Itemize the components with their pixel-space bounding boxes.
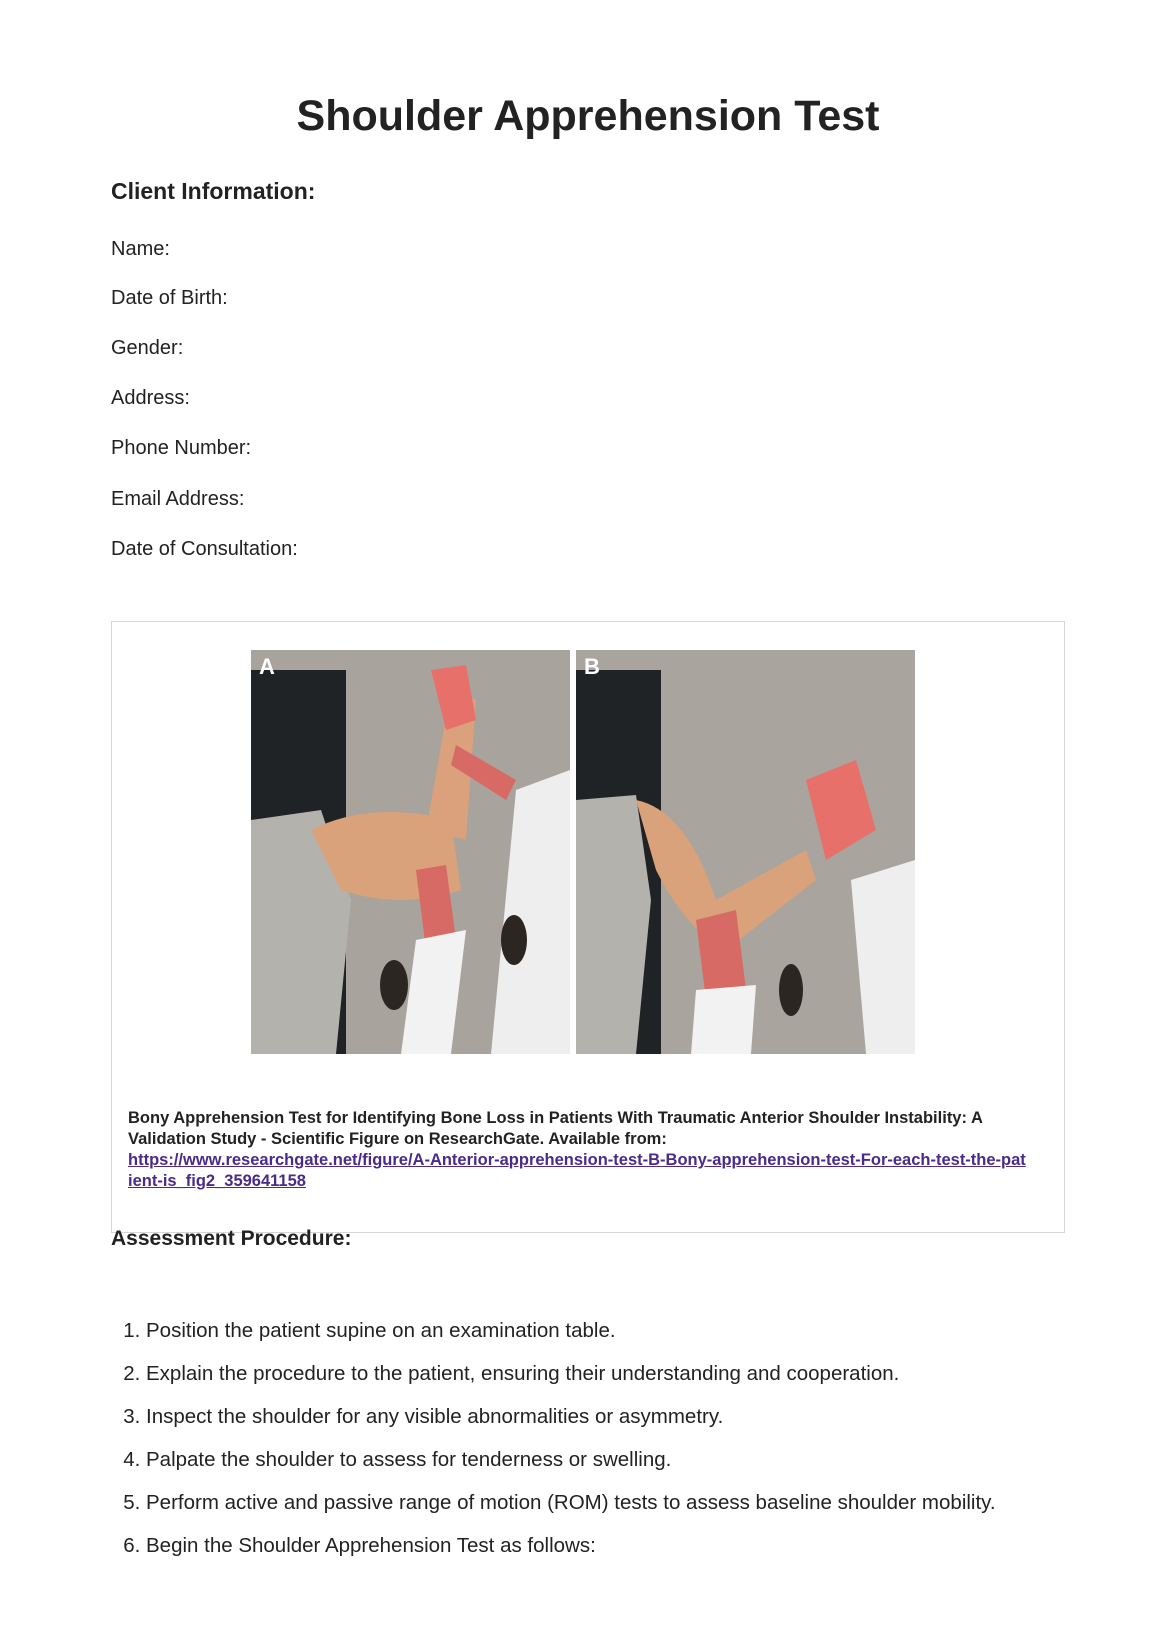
field-gender: Gender: xyxy=(111,337,184,359)
assessment-heading: Assessment Procedure: xyxy=(111,1227,352,1250)
field-email-address: Email Address: xyxy=(111,488,245,510)
step-item: 4. Palpate the shoulder to assess for tenderness or swelling. xyxy=(146,1447,1046,1473)
field-date-of-consultation: Date of Consultation: xyxy=(111,538,298,560)
photo-panel-a xyxy=(251,650,570,1054)
caption-text: Bony Apprehension Test for Identifying Bone Loss in Patients With Traumatic Anterior Shoulder Instability: A Validation Study - Scientific Figure on ResearchGate. Available from: xyxy=(128,1109,983,1148)
step-item: 3. Inspect the shoulder for any visible abnormalities or asymmetry. xyxy=(146,1404,1046,1430)
assessment-steps xyxy=(111,1318,1046,1576)
panel-a-label: A xyxy=(259,654,275,679)
figure-box xyxy=(111,621,1065,1233)
step-item: 1. Position the patient supine on an examination table. xyxy=(146,1318,1046,1344)
page-title: Shoulder Apprehension Test xyxy=(296,92,880,140)
client-information-heading: Client Information: xyxy=(111,178,316,204)
step-item: 6. Begin the Shoulder Apprehension Test as follows: xyxy=(146,1533,1046,1559)
field-date-of-birth: Date of Birth: xyxy=(111,287,228,309)
step-item: 5. Perform active and passive range of motion (ROM) tests to assess baseline shoulder mobility. xyxy=(146,1490,1046,1516)
researchgate-link[interactable]: https://www.researchgate.net/figure/A-Anterior-apprehension-test-B-Bony-apprehension-test-For-each-test-the-patient-is_fig2_359641158 xyxy=(128,1151,1026,1190)
field-phone-number: Phone Number: xyxy=(111,437,252,459)
field-address: Address: xyxy=(111,387,190,409)
field-name: Name: xyxy=(111,238,170,260)
photo-panel-b xyxy=(576,650,915,1054)
figure-caption xyxy=(128,1108,1028,1192)
panel-b-label: B xyxy=(584,654,600,679)
step-item: 2. Explain the procedure to the patient, ensuring their understanding and cooperation. xyxy=(146,1361,1046,1387)
